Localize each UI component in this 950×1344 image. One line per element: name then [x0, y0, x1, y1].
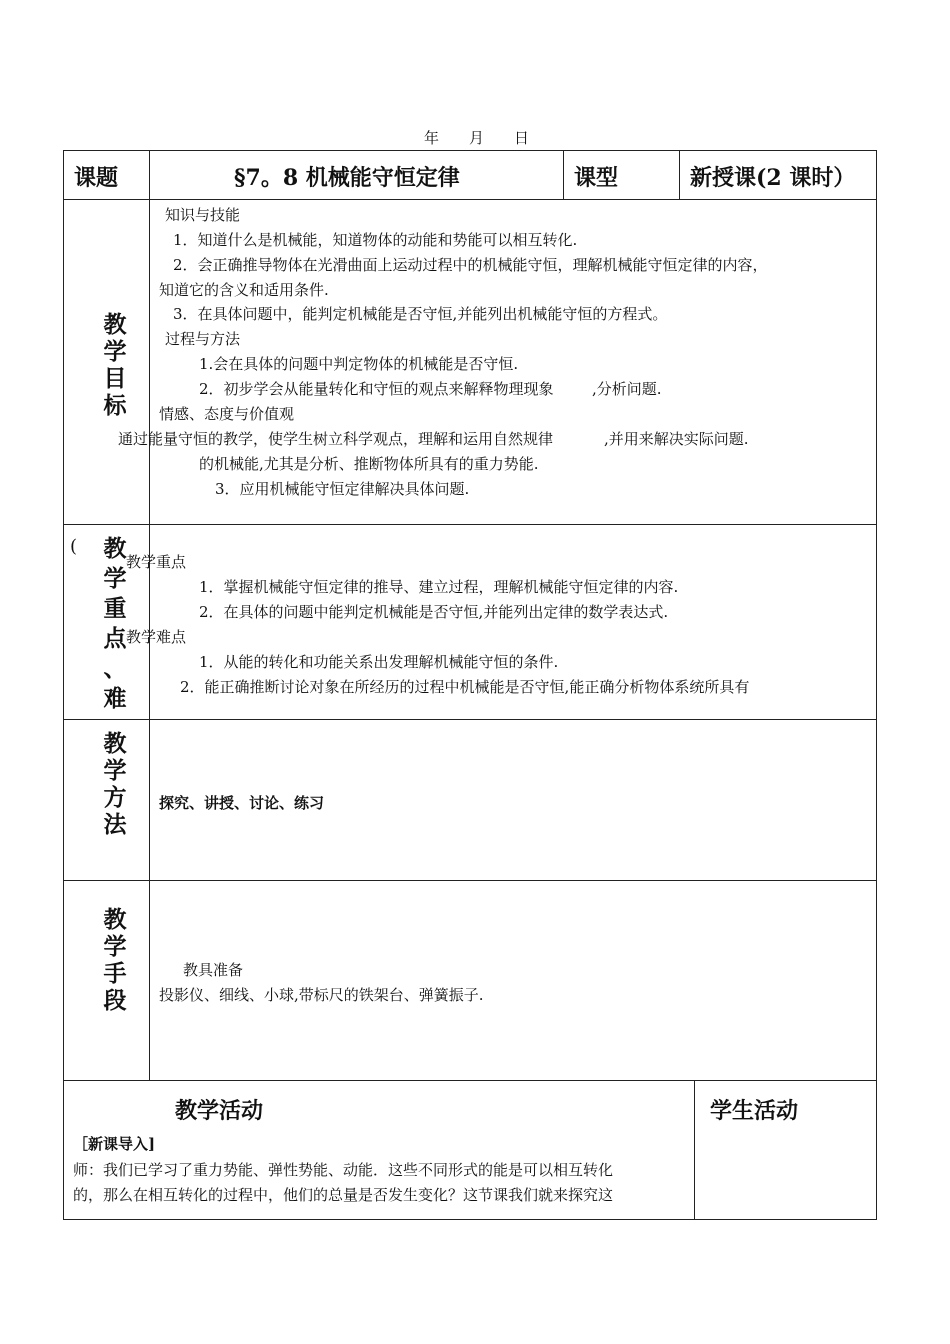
- teacher-activity-header: 教学活动: [175, 1098, 264, 1124]
- table-top-border: [63, 150, 877, 151]
- objectives-line: ,分析问题.: [592, 380, 662, 398]
- means-side-label: 教 学 手 段: [103, 906, 127, 1014]
- keypoints-line: 1．掌握机械能守恒定律的推导、建立过程，理解机械能守恒定律的内容.: [199, 578, 679, 596]
- means-content: 投影仪、细线、小球,带标尺的铁架台、弹簧振子.: [159, 986, 484, 1004]
- activity-divider: [694, 1080, 695, 1219]
- objectives-line: 情感、态度与价值观: [159, 405, 295, 423]
- keypoints-line: 教学难点: [126, 628, 187, 646]
- objectives-line: 知识与技能: [165, 206, 241, 224]
- objectives-line: 2．会正确推导物体在光滑曲面上运动过程中的机械能守恒，理解机械能守恒定律的内容，: [173, 256, 768, 274]
- header-divider-2: [563, 150, 564, 199]
- keypoints-side-label: 教 学 重 点 、 难: [103, 535, 127, 712]
- keypoints-line: 2．能正确推断讨论对象在所经历的过程中机械能是否守恒,能正确分析物体系统所具有: [180, 678, 750, 696]
- objectives-side-label: 教 学 目 标: [103, 311, 127, 419]
- objectives-line: 的机械能,尤其是分析、推断物体所具有的重力势能.: [199, 455, 539, 473]
- objectives-line: 1．知道什么是机械能，知道物体的动能和势能可以相互转化.: [173, 231, 578, 249]
- date-line: 年 月 日: [424, 129, 530, 147]
- lesson-type: 新授课(2 课时）: [690, 165, 856, 191]
- header-bottom-border: [63, 199, 877, 200]
- objectives-line: ,并用来解决实际问题.: [604, 430, 749, 448]
- objectives-line: 1.会在具体的问题中判定物体的机械能是否守恒.: [199, 355, 519, 373]
- header-divider-3: [679, 150, 680, 199]
- objectives-line: 知道它的含义和适用条件.: [159, 281, 329, 299]
- objectives-line: 3．应用机械能守恒定律解决具体问题.: [215, 480, 470, 498]
- label-topic: 课题: [74, 165, 119, 191]
- objectives-line: 过程与方法: [165, 330, 241, 348]
- objectives-bottom-border: [63, 524, 877, 525]
- keypoints-line: 1．从能的转化和功能关系出发理解机械能守恒的条件.: [199, 653, 559, 671]
- table-right-border: [876, 150, 877, 1219]
- activity-line: 的，那么在相互转化的过程中，他们的总量是否发生变化？这节课我们就来探究这: [73, 1186, 614, 1204]
- table-bottom-border: [63, 1219, 877, 1220]
- student-activity-header: 学生活动: [710, 1098, 799, 1124]
- objectives-line: 通过能量守恒的教学，使学生树立科学观点，理解和运用自然规律: [118, 430, 554, 448]
- new-lesson-title: ［新课导入]: [73, 1135, 156, 1153]
- method-content: 探究、讲授、讨论、练习: [159, 794, 325, 812]
- keypoints-bottom-border: [63, 719, 877, 720]
- keypoints-line: 2．在具体的问题中能判定机械能是否守恒,并能列出定律的数学表达式.: [199, 603, 669, 621]
- objectives-line: 3．在具体问题中，能判定机械能是否守恒,并能列出机械能守恒的方程式。: [173, 305, 668, 323]
- activity-line: 师：我们已学习了重力势能、弹性势能、动能．这些不同形式的能是可以相互转化: [73, 1161, 614, 1179]
- method-side-label: 教 学 方 法: [103, 730, 127, 838]
- label-type: 课型: [574, 165, 619, 191]
- means-bottom-border: [63, 1080, 877, 1081]
- objectives-line: 2．初步学会从能量转化和守恒的观点来解释物理现象: [199, 380, 554, 398]
- means-title: 教具准备: [183, 961, 244, 979]
- keypoints-line: 教学重点: [126, 553, 187, 571]
- left-bracket-mark: (: [70, 536, 78, 557]
- method-bottom-border: [63, 880, 877, 881]
- topic-title: §7。8 机械能守恒定律: [234, 165, 460, 191]
- table-left-border: [63, 150, 64, 1219]
